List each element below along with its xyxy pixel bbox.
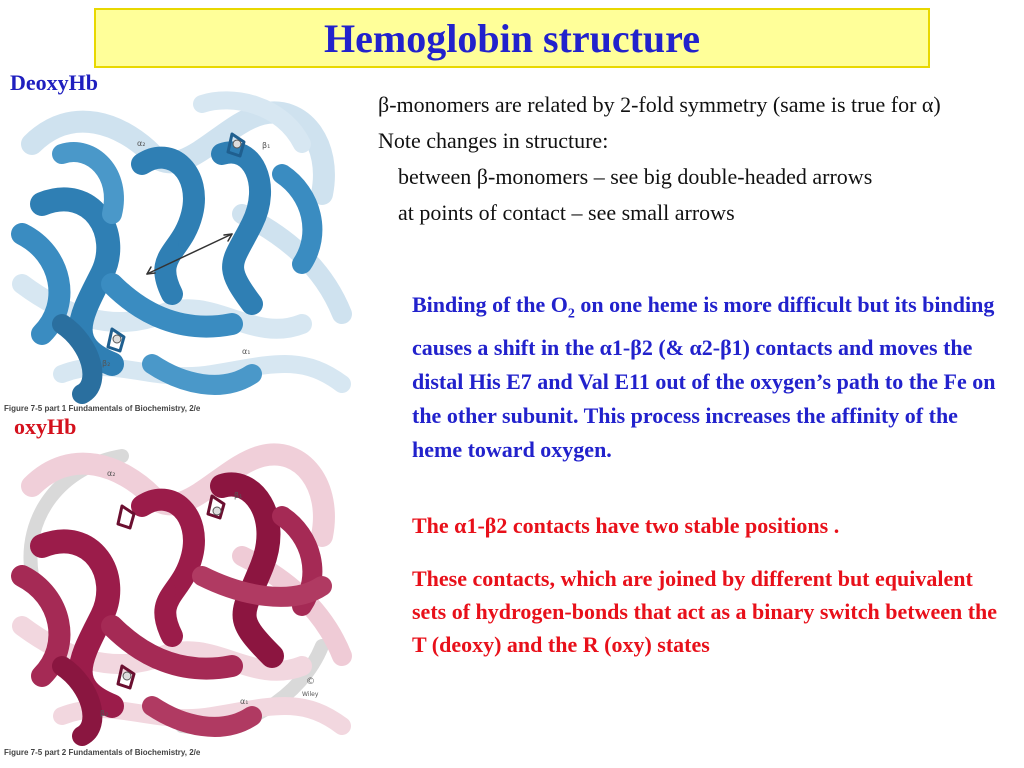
bullet-note-changes: Note changes in structure: bbox=[378, 128, 609, 153]
oxygen-subscript: 2 bbox=[567, 306, 575, 322]
bullet-list bbox=[378, 92, 1018, 226]
bullet-points-of-contact: at points of contact – see small arrows bbox=[398, 200, 735, 225]
deoxyhb-structure-image bbox=[2, 84, 362, 404]
copyright-icon: © bbox=[306, 677, 315, 687]
deoxyhb-figure-caption: Figure 7-5 part 1 Fundamentals of Biochemistry, 2/e bbox=[4, 404, 201, 413]
bullet-symmetry: β-monomers are related by 2-fold symmetry (same is true for α) bbox=[378, 92, 941, 117]
oxyhb-label: oxyHb bbox=[14, 414, 77, 439]
oxygen-binding-text-rest: on one heme is more difficult but its binding causes a shift in the α1-β2 (& α2-β1) contacts and moves the distal His E7 and Val E11 out of the oxygen’s path to the Fe on the other subunit. This process increases the affinity of the heme toward oxygen. bbox=[412, 292, 996, 463]
oxy-alpha1-label: α₁ bbox=[240, 697, 249, 706]
title-box bbox=[94, 8, 930, 68]
oxy-alpha2-label: α₂ bbox=[107, 469, 116, 478]
oxy-beta2-label: β₂ bbox=[100, 709, 109, 718]
oxyhb-structure-image bbox=[2, 426, 362, 746]
alpha2-label: α₂ bbox=[137, 139, 146, 148]
alpha1-label: α₁ bbox=[242, 347, 251, 356]
oxy-beta1-label: β₁ bbox=[234, 491, 243, 500]
oxygen-binding-text-start: Binding of the O bbox=[412, 292, 568, 317]
oxygen-binding-paragraph bbox=[412, 288, 1012, 467]
contacts-binary-switch: These contacts, which are joined by different but equivalent sets of hydrogen-bonds that act as a binary switch between the T (deoxy) and the R (oxy) states bbox=[412, 566, 998, 657]
bullet-between-monomers: between β-monomers – see big double-headed arrows bbox=[398, 164, 873, 189]
deoxyhb-label: DeoxyHb bbox=[10, 70, 98, 95]
contacts-stable-positions: The α1-β2 contacts have two stable positions . bbox=[412, 513, 840, 538]
beta1-label: β₁ bbox=[262, 141, 271, 150]
beta2-label: β₂ bbox=[102, 359, 111, 368]
oxyhb-figure-caption: Figure 7-5 part 2 Fundamentals of Biochemistry, 2/e bbox=[4, 748, 201, 757]
page-title: Hemoglobin structure bbox=[324, 15, 700, 61]
copyright-text: Wiley bbox=[302, 691, 319, 698]
